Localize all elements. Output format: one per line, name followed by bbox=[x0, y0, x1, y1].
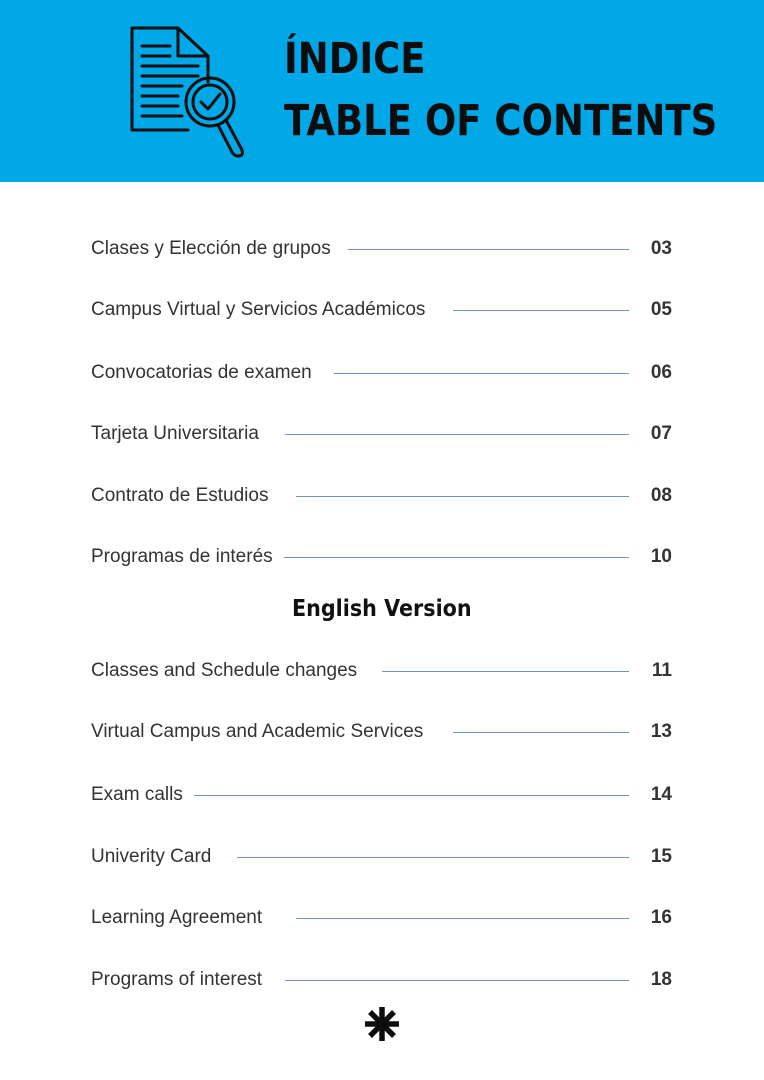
toc-entry-page: 03 bbox=[650, 238, 672, 259]
toc-entry-page: 14 bbox=[650, 784, 672, 805]
toc-entry[interactable] bbox=[91, 780, 676, 810]
toc-entry-page: 15 bbox=[650, 846, 672, 867]
toc-entry[interactable] bbox=[91, 234, 676, 264]
leader-line bbox=[453, 310, 629, 311]
leader-line bbox=[296, 496, 629, 497]
toc-entry-page: 06 bbox=[650, 362, 672, 383]
section-heading-text: English Version bbox=[292, 596, 472, 622]
toc-entry-page: 05 bbox=[650, 299, 672, 320]
leader-line bbox=[382, 671, 629, 672]
toc-entry-label: Univerity Card bbox=[91, 846, 212, 867]
toc-entry[interactable] bbox=[91, 481, 676, 511]
toc-entry-page: 16 bbox=[650, 907, 672, 928]
leader-line bbox=[285, 434, 629, 435]
toc-entry[interactable] bbox=[91, 842, 676, 872]
toc-entry[interactable] bbox=[91, 358, 676, 388]
toc-entry-page: 08 bbox=[650, 485, 672, 506]
leader-line bbox=[334, 373, 629, 374]
leader-line bbox=[237, 857, 629, 858]
document-search-check-icon bbox=[126, 22, 250, 160]
toc-entry-label: Tarjeta Universitaria bbox=[91, 423, 259, 444]
toc-entry[interactable] bbox=[91, 295, 676, 325]
leader-line bbox=[284, 557, 629, 558]
toc-entry-page: 13 bbox=[650, 721, 672, 742]
toc-entry-label: Contrato de Estudios bbox=[91, 485, 269, 506]
toc-entry[interactable] bbox=[91, 717, 676, 747]
leader-line bbox=[348, 249, 629, 250]
toc-entry-label: Classes and Schedule changes bbox=[91, 660, 358, 681]
title-english: TABLE OF CONTENTS bbox=[284, 96, 718, 146]
toc-entry[interactable] bbox=[91, 903, 676, 933]
toc-entry-label: Programs of interest bbox=[91, 969, 263, 990]
toc-entry-label: Programas de interés bbox=[91, 546, 273, 567]
toc-entry-label: Learning Agreement bbox=[91, 907, 263, 928]
toc-entry[interactable] bbox=[91, 965, 676, 995]
toc-entry[interactable] bbox=[91, 542, 676, 572]
toc-entry-page: 10 bbox=[650, 546, 672, 567]
toc-entry-page: 07 bbox=[650, 423, 672, 444]
toc-entry[interactable] bbox=[91, 656, 676, 686]
title-spanish: ÍNDICE bbox=[284, 34, 426, 84]
header-banner bbox=[0, 0, 764, 182]
toc-entry-label: Clases y Elección de grupos bbox=[91, 238, 331, 259]
leader-line bbox=[453, 732, 629, 733]
toc-entry-page: 18 bbox=[650, 969, 672, 990]
toc-entry-label: Convocatorias de examen bbox=[91, 362, 312, 383]
toc-entry-label: Exam calls bbox=[91, 784, 183, 805]
leader-line bbox=[296, 918, 629, 919]
toc-entry-page: 11 bbox=[651, 660, 672, 681]
toc-entry[interactable] bbox=[91, 419, 676, 449]
leader-line bbox=[194, 795, 629, 796]
toc-entry-label: Virtual Campus and Academic Services bbox=[91, 721, 424, 742]
toc-entry-label: Campus Virtual y Servicios Académicos bbox=[91, 299, 426, 320]
asterisk-icon bbox=[362, 1004, 402, 1044]
section-heading-english bbox=[0, 591, 764, 627]
leader-line bbox=[285, 980, 629, 981]
